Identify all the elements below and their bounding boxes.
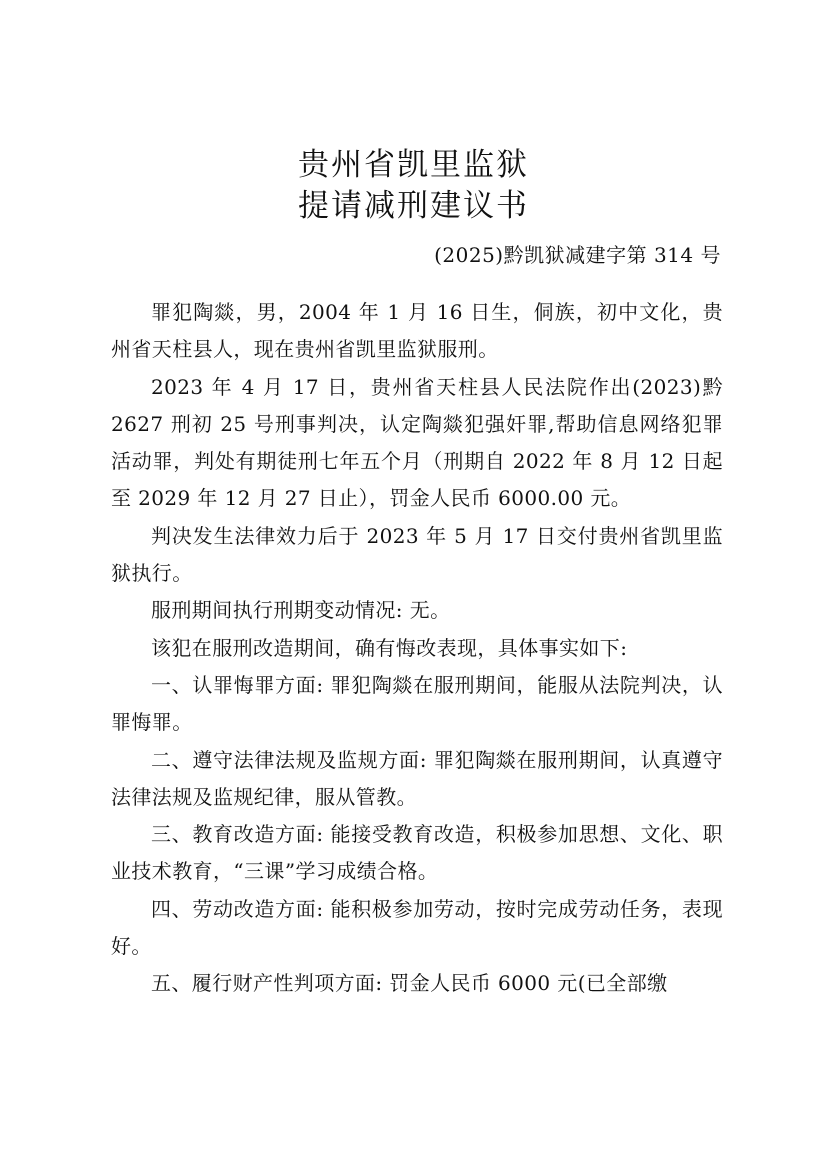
paragraph-item-2: 二、遵守法律法规及监规方面: 罪犯陶燚在服刑期间，认真遵守法律法规及监规纪律，服从管教。	[111, 747, 723, 809]
title-institution: 贵州省凯里监狱	[298, 147, 529, 183]
document-body	[111, 294, 723, 1003]
paragraph-execution: 判决发生法律效力后于 2023 年 5 月 17 日交付贵州省凯里监狱执行。	[111, 523, 723, 586]
paragraph-judgment: 2023 年 4 月 17 日，贵州省天柱县人民法院作出(2023)黔 2627 刑初 25 号刑事判决，认定陶燚犯强奸罪,帮助信息网络犯罪活动罪，判处有期徒刑七年五个月（刑期自 2022 年 8 月 12 日起至 2029 年 12 月 27 日止），罚金人民币 6000.00 元。	[111, 374, 723, 511]
title-document-type: 提请减刑建议书	[298, 188, 529, 224]
paragraph-item-5: 五、履行财产性判项方面: 罚金人民币 6000 元(已全部缴	[151, 971, 668, 996]
paragraph-item-1: 一、认罪悔罪方面: 罪犯陶燚在服刑期间，能服从法院判决，认罪悔罪。	[111, 672, 723, 735]
document-number: (2025)黔凯狱减建字第 314 号	[434, 243, 721, 267]
paragraph-summary: 该犯在服刑改造期间，确有悔改表现，具体事实如下:	[151, 635, 628, 660]
paragraph-item-3: 三、教育改造方面: 能接受教育改造，积极参加思想、文化、职业技术教育，“三课”学习成绩合格。	[111, 822, 723, 884]
paragraph-item-4: 四、劳动改造方面: 能积极参加劳动，按时完成劳动任务，表现好。	[111, 896, 723, 959]
paragraph-sentence-change: 服刑期间执行刑期变动情况: 无。	[151, 598, 451, 623]
paragraph-prisoner-info: 罪犯陶燚，男，2004 年 1 月 16 日生，侗族，初中文化，贵州省天柱县人，现在贵州省凯里监狱服刑。	[111, 300, 723, 362]
